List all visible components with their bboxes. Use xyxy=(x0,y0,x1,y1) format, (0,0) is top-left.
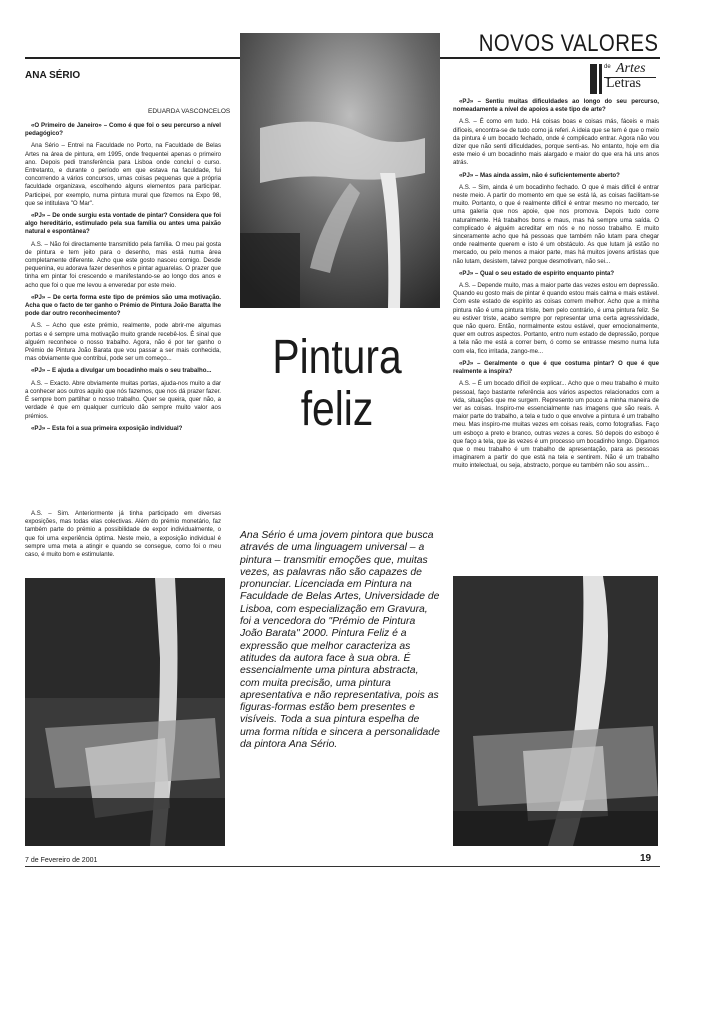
question: «PJ» – Sentiu muitas dificuldades ao longo do seu percurso, nomeadamente a nível de apoios a este tipo de arte? xyxy=(453,98,659,114)
interview-column-3 xyxy=(453,98,659,475)
page-number: 19 xyxy=(640,853,652,864)
question: «PJ» – Qual o seu estado de espírito enquanto pinta? xyxy=(459,269,615,277)
question: «O Primeiro de Janeiro» – Como é que foi o seu percurso a nível pedagógico? xyxy=(25,122,221,138)
painting-photo-bottom-right xyxy=(453,576,658,846)
answer: A.S. – Sim. Anteriormente já tinha participado em diversas exposições, mas todas elas colectivas. Além do prémio monetário, faz também parte do prémio a possibilidade de expor individualmente, o que foi uma experiência óptima. Neste meio, a exposição individual é sempre uma meta a atingir e quando se consegue, como foi o meu caso, é muito bom e estimulante. xyxy=(25,510,221,559)
headline: Pintura feliz xyxy=(272,331,402,436)
answer: A.S. – É um bocado difícil de explicar... Acho que o meu trabalho é muito pessoal, faço bastante referência aos vários aspectos relacionados com a vida, situações que me surgem. Represento um pouco a minha maneira de ver as coisas. Inspiro-me essencialmente nas imagens que são reais. A maior parte do trabalho, a tela e tudo o que envolve a pintura é um trabalho meu. Mas inspiro-me muitas vezes em coisas reais, como fotografias. Faço um esboço a preto e branco, outras vezes a cores. Só depois do esboço é que faço a tela, que às vezes é um processo um bocadinho longo. Digamos que o meu trabalho é um trabalho de apresentação, para as pessoas imaginarem a partir do que está na tela e sentirem. Não é um trabalho muito intelectual, ou seja, abstracto, porque eu também não sou assim... xyxy=(453,380,659,470)
question: «PJ» – De certa forma este tipo de prémios são uma motivação. Acha que o facto de ter ganho o Prémio de Pintura João Baratta lhe pode dar outro reconhecimento? xyxy=(25,293,221,318)
painting-photo-top xyxy=(240,33,440,308)
issue-date: 7 de Fevereiro de 2001 xyxy=(25,857,98,864)
question: «PJ» – Geralmente o que é que costuma pintar? O que é que realmente a inspira? xyxy=(453,359,659,376)
intro-text: Ana Sério é uma jovem pintora que busca através de uma linguagem universal – a pintura – transmitir emoções que, muitas vezes, as palavras não são capazes de pronunciar. Licenciada em Pintura na Faculdade de Belas Artes, Universidade de Lisboa, com especialização em Gravura, foi a vencedora do "Prémio de Pintura João Barata" 2000. Pintura Feliz é a expressão que melhor caracteriza as atitudes da autora face à sua obra. É essencialmente uma pintura abstracta, com muita precisão, uma pintura apresentativa e não representativa, pois as figuras-formas estão bem presentes e visíveis. Toda a sua pintura espelha de uma forma nítida e sincera a personalidade da pintora Ana Sério. xyxy=(240,530,440,751)
interview-column-1 xyxy=(25,122,221,437)
answer: Ana Sério – Entrei na Faculdade no Porto, na Faculdade de Belas Artes na área de pintura, em 1995, onde frequentei apenas o primeiro ano. Depois pedi transferência para Lisboa onde concluí o curso. Entretanto, e durante o período em que estava na faculdade, fui concorrendo a vários concursos, umas coisas pequenas que a própria faculdade organizava, escolhendo alguns elementos para participar. Participei, por exemplo, numa pintura mural que fizemos na Expo 98, que se intitulava "O Mar". xyxy=(25,142,221,207)
section-title: NOVOS VALORES xyxy=(478,30,658,57)
question: «PJ» – De onde surgiu esta vontade de pintar? Considera que foi algo hereditário, estimulado pela sua família ou antes uma paixão natural e espontânea? xyxy=(25,212,221,236)
answer: A.S. – Sim, ainda é um bocadinho fechado. O que é mais difícil é entrar neste meio. A partir do momento em que se está lá, as coisas facilitam-se muito. Portanto, o que é realmente difícil é entrar mesmo no mercado, ter uma galeria que nos apoie, que nos promova. Depois tudo corre naturalmente. Há trabalhos bons e maus, mas há sempre uma saída. O complicado é alguém acreditar em nós e no nosso trabalho. E muito sinceramente acho que há pessoas que também não lutam para chegar onde realmente querem e isto é um obstáculo. As que lutam já estão no mercado, ou pelo menos a maior parte, mas há muitos jovens artistas que não lutam, desistem, talvez porque desmotivam, não sei... xyxy=(453,183,659,265)
artes-letras-logo: de Artes Letras xyxy=(590,64,656,94)
footer-rule xyxy=(25,866,660,867)
answer: A.S. – Exacto. Abre obviamente muitas portas, ajuda-nos muito a dar a conhecer aos outros aquilo que nós fazemos, que nos dá prazer fazer. É sempre bom partilhar o nosso trabalho. Quer se queira, quer não, a verdade é que em qualquer currículo dão sempre muito valor aos prémios. xyxy=(25,379,221,420)
question: «PJ» – Esta foi a sua primeira exposição individual? xyxy=(31,424,183,432)
question: «PJ» – E ajuda a divulgar um bocadinho mais o seu trabalho... xyxy=(31,367,212,375)
author-name: ANA SÉRIO xyxy=(25,70,81,81)
answer: A.S. – Depende muito, mas a maior parte das vezes estou em depressão. Quando eu gosto mais de pintar é quando estou mais calma e mais estável. Com este estado de espírito as coisas correm melhor. Acho que a minha pintura não é uma pintura triste, bem pelo contrário, é uma pintura feliz. Se eu estiver triste, acabo sempre por representar uma certa agressividade, que não quero. Então, normalmente estou estável, quer emocionalmente, quer em outros aspectos. Portanto, entro num estado de depressão, porque a tela não me está a correr bem, ó como se entrasse mesmo numa luta com ela, fico irritada, zango-me... xyxy=(453,282,659,355)
interview-column-1-continued xyxy=(25,510,221,563)
byline: EDUARDA VASCONCELOS xyxy=(148,108,231,115)
painting-photo-bottom-left xyxy=(25,578,225,846)
answer: A.S. – É como em tudo. Há coisas boas e coisas más, fáceis e mais difíceis, encontra-se de tudo como já referi. A ideia que se tem é que o meio da pintura é um bocado fechado, onde é complicado entrar. Agora não vou dizer que não senti dificuldades, porque senti-as. No entanto, hoje em dia este meio é um bocadinho mais alargado e maior do que era há uns anos atrás. xyxy=(453,118,659,167)
answer: A.S. – Não foi directamente transmitido pela família. O meu pai gosta de pintura e tem jeito para o desenho, mas está numa área completamente diferente. Acho que este gosto nasceu comigo. Desde pequenina, eu adorava fazer desenhos e pintar aguarelas. O prazer que tinha em pintar foi crescendo e manifestando-se ao longo dos anos e acho que foi o que me levou a enveredar por este meio. xyxy=(25,240,221,289)
answer: A.S. – Acho que este prémio, realmente, pode abrir-me algumas portas e é sempre uma motivação muito grande recebê-los. É sinal que alguém reconhece o nosso trabalho. Agora, não é por ter ganho o Prémio de Pintura João Barata que vou passar a ser mais conhecida, mas obviamente que contribui, pode ser um começo... xyxy=(25,322,221,363)
question: «PJ» – Mas ainda assim, não é suficientemente aberto? xyxy=(459,171,620,179)
